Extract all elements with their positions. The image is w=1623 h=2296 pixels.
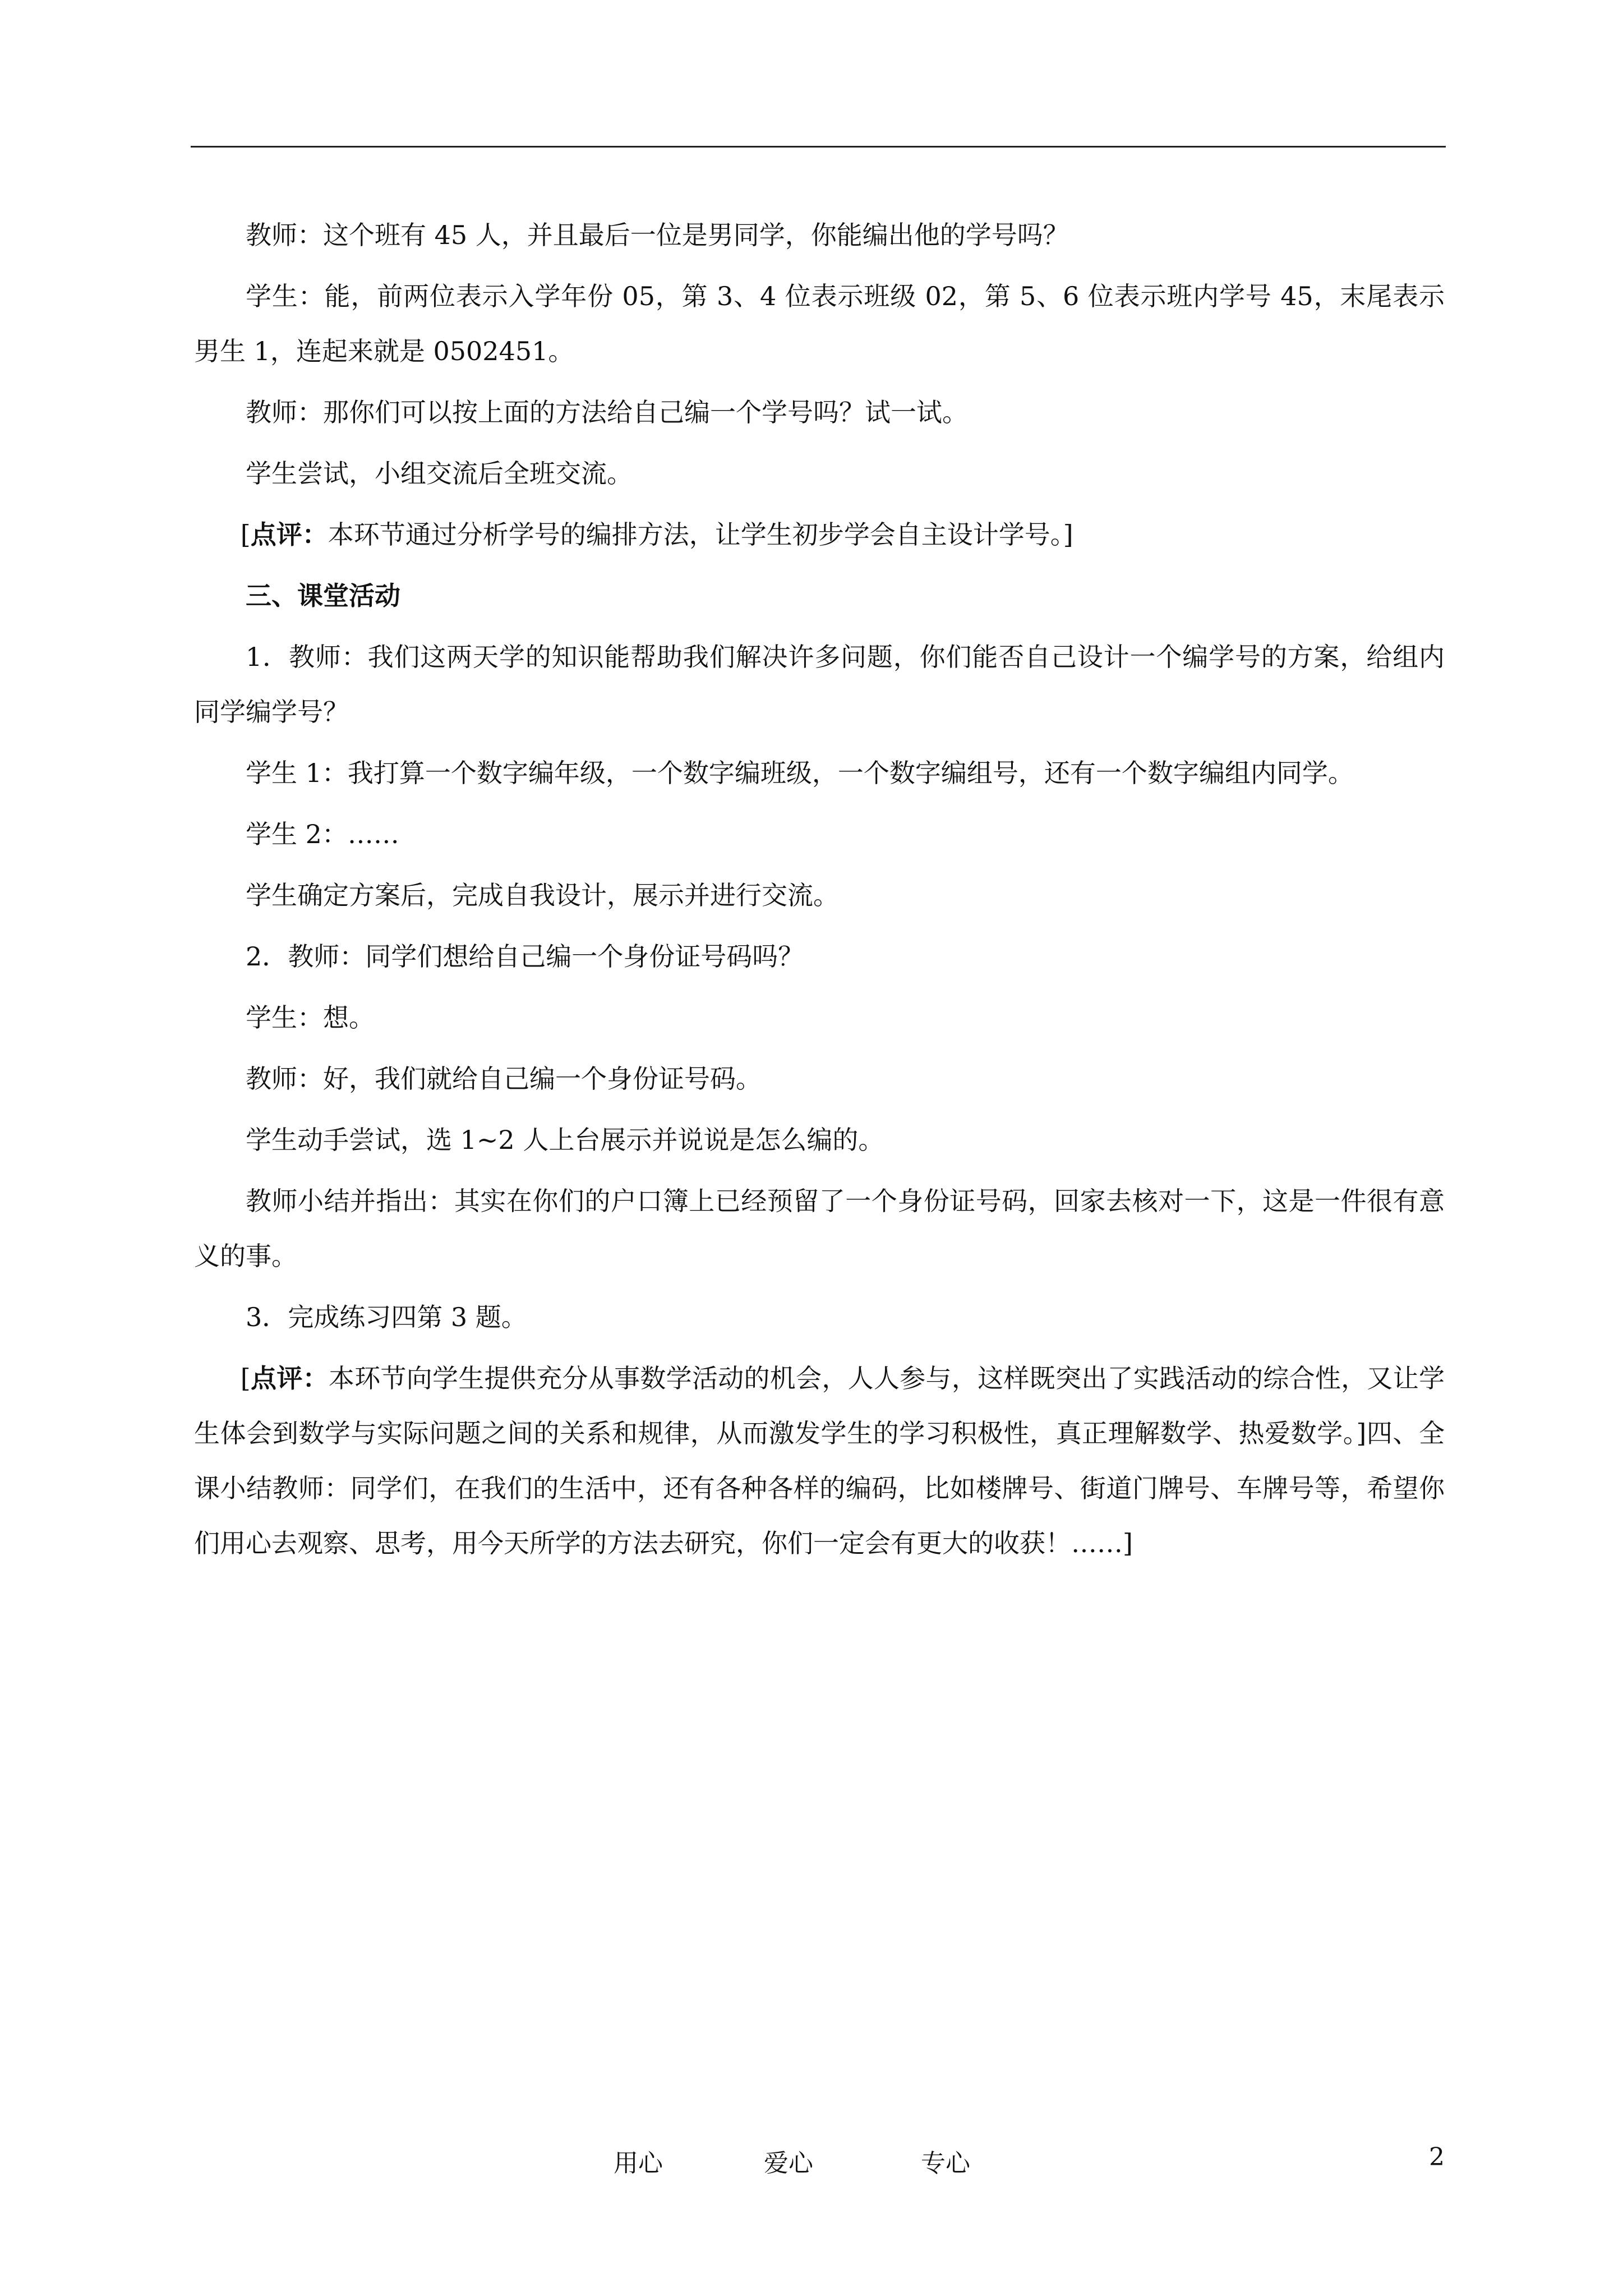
paragraph: 教师小结并指出：其实在你们的户口簿上已经预留了一个身份证号码，回家去核对一下，这是一件很有意义的事。 <box>194 1186 1445 1271</box>
comment-label: 点评： <box>250 1363 329 1393</box>
comment-paragraph <box>194 1351 1445 1571</box>
page-footer <box>0 2143 1623 2177</box>
header-rule <box>191 146 1446 148</box>
comment-open-bracket: [ <box>240 519 251 550</box>
paragraph: 学生动手尝试，选 1~2 人上台展示并说说是怎么编的。 <box>246 1125 884 1155</box>
comment-text: 本环节通过分析学号的编排方法，让学生初步学会自主设计学号。] <box>328 519 1073 550</box>
footer-motto: 用心 <box>614 2149 663 2178</box>
comment-label: 点评： <box>250 519 328 550</box>
paragraph: 学生确定方案后，完成自我设计，展示并进行交流。 <box>246 880 839 910</box>
paragraph: 2．教师：同学们想给自己编一个身份证号码吗？ <box>246 941 804 972</box>
paragraph: 学生 2：…… <box>246 819 399 849</box>
section-heading: 三、课堂活动 <box>246 581 400 611</box>
paragraph: 学生 1：我打算一个数字编年级，一个数字编班级，一个数字编组号，还有一个数字编组内同学。 <box>246 758 1354 788</box>
paragraph: 学生：想。 <box>246 1002 375 1033</box>
paragraph: 3．完成练习四第 3 题。 <box>246 1302 527 1332</box>
comment-text: 本环节向学生提供充分从事数学活动的机会，人人参与，这样既突出了实践活动的综合性，又让学生体会到数学与实际问题之间的关系和规律，从而激发学生的学习积极性，真正理解数学、热爱数学。]四、全课小结教师：同学们，在我们的生活中，还有各种各样的编码，比如楼牌号、街道门牌号、车牌号等，希望你们用心去观察、思考，用今天所学的方法去研究，你们一定会有更大的收获！……] <box>194 1363 1445 1558</box>
comment-paragraph <box>194 507 1445 562</box>
document-body <box>194 208 1445 1577</box>
paragraph: 教师：那你们可以按上面的方法给自己编一个学号吗？试一试。 <box>246 397 968 427</box>
paragraph: 教师：这个班有 45 人，并且最后一位是男同学，你能编出他的学号吗？ <box>246 220 1069 250</box>
paragraph: 学生：能，前两位表示入学年份 05，第 3、4 位表示班级 02，第 5、6 位表示班内学号 45，末尾表示男生 1，连起来就是 0502451。 <box>194 281 1445 366</box>
comment-open-bracket: [ <box>240 1363 251 1393</box>
footer-motto: 专心 <box>921 2149 970 2178</box>
paragraph: 学生尝试，小组交流后全班交流。 <box>246 458 633 489</box>
paragraph: 教师：好，我们就给自己编一个身份证号码。 <box>246 1064 762 1094</box>
page-number: 2 <box>1429 2143 1445 2171</box>
footer-motto: 爱心 <box>764 2149 813 2178</box>
paragraph: 1．教师：我们这两天学的知识能帮助我们解决许多问题，你们能否自己设计一个编学号的方案，给组内同学编学号？ <box>194 642 1445 727</box>
